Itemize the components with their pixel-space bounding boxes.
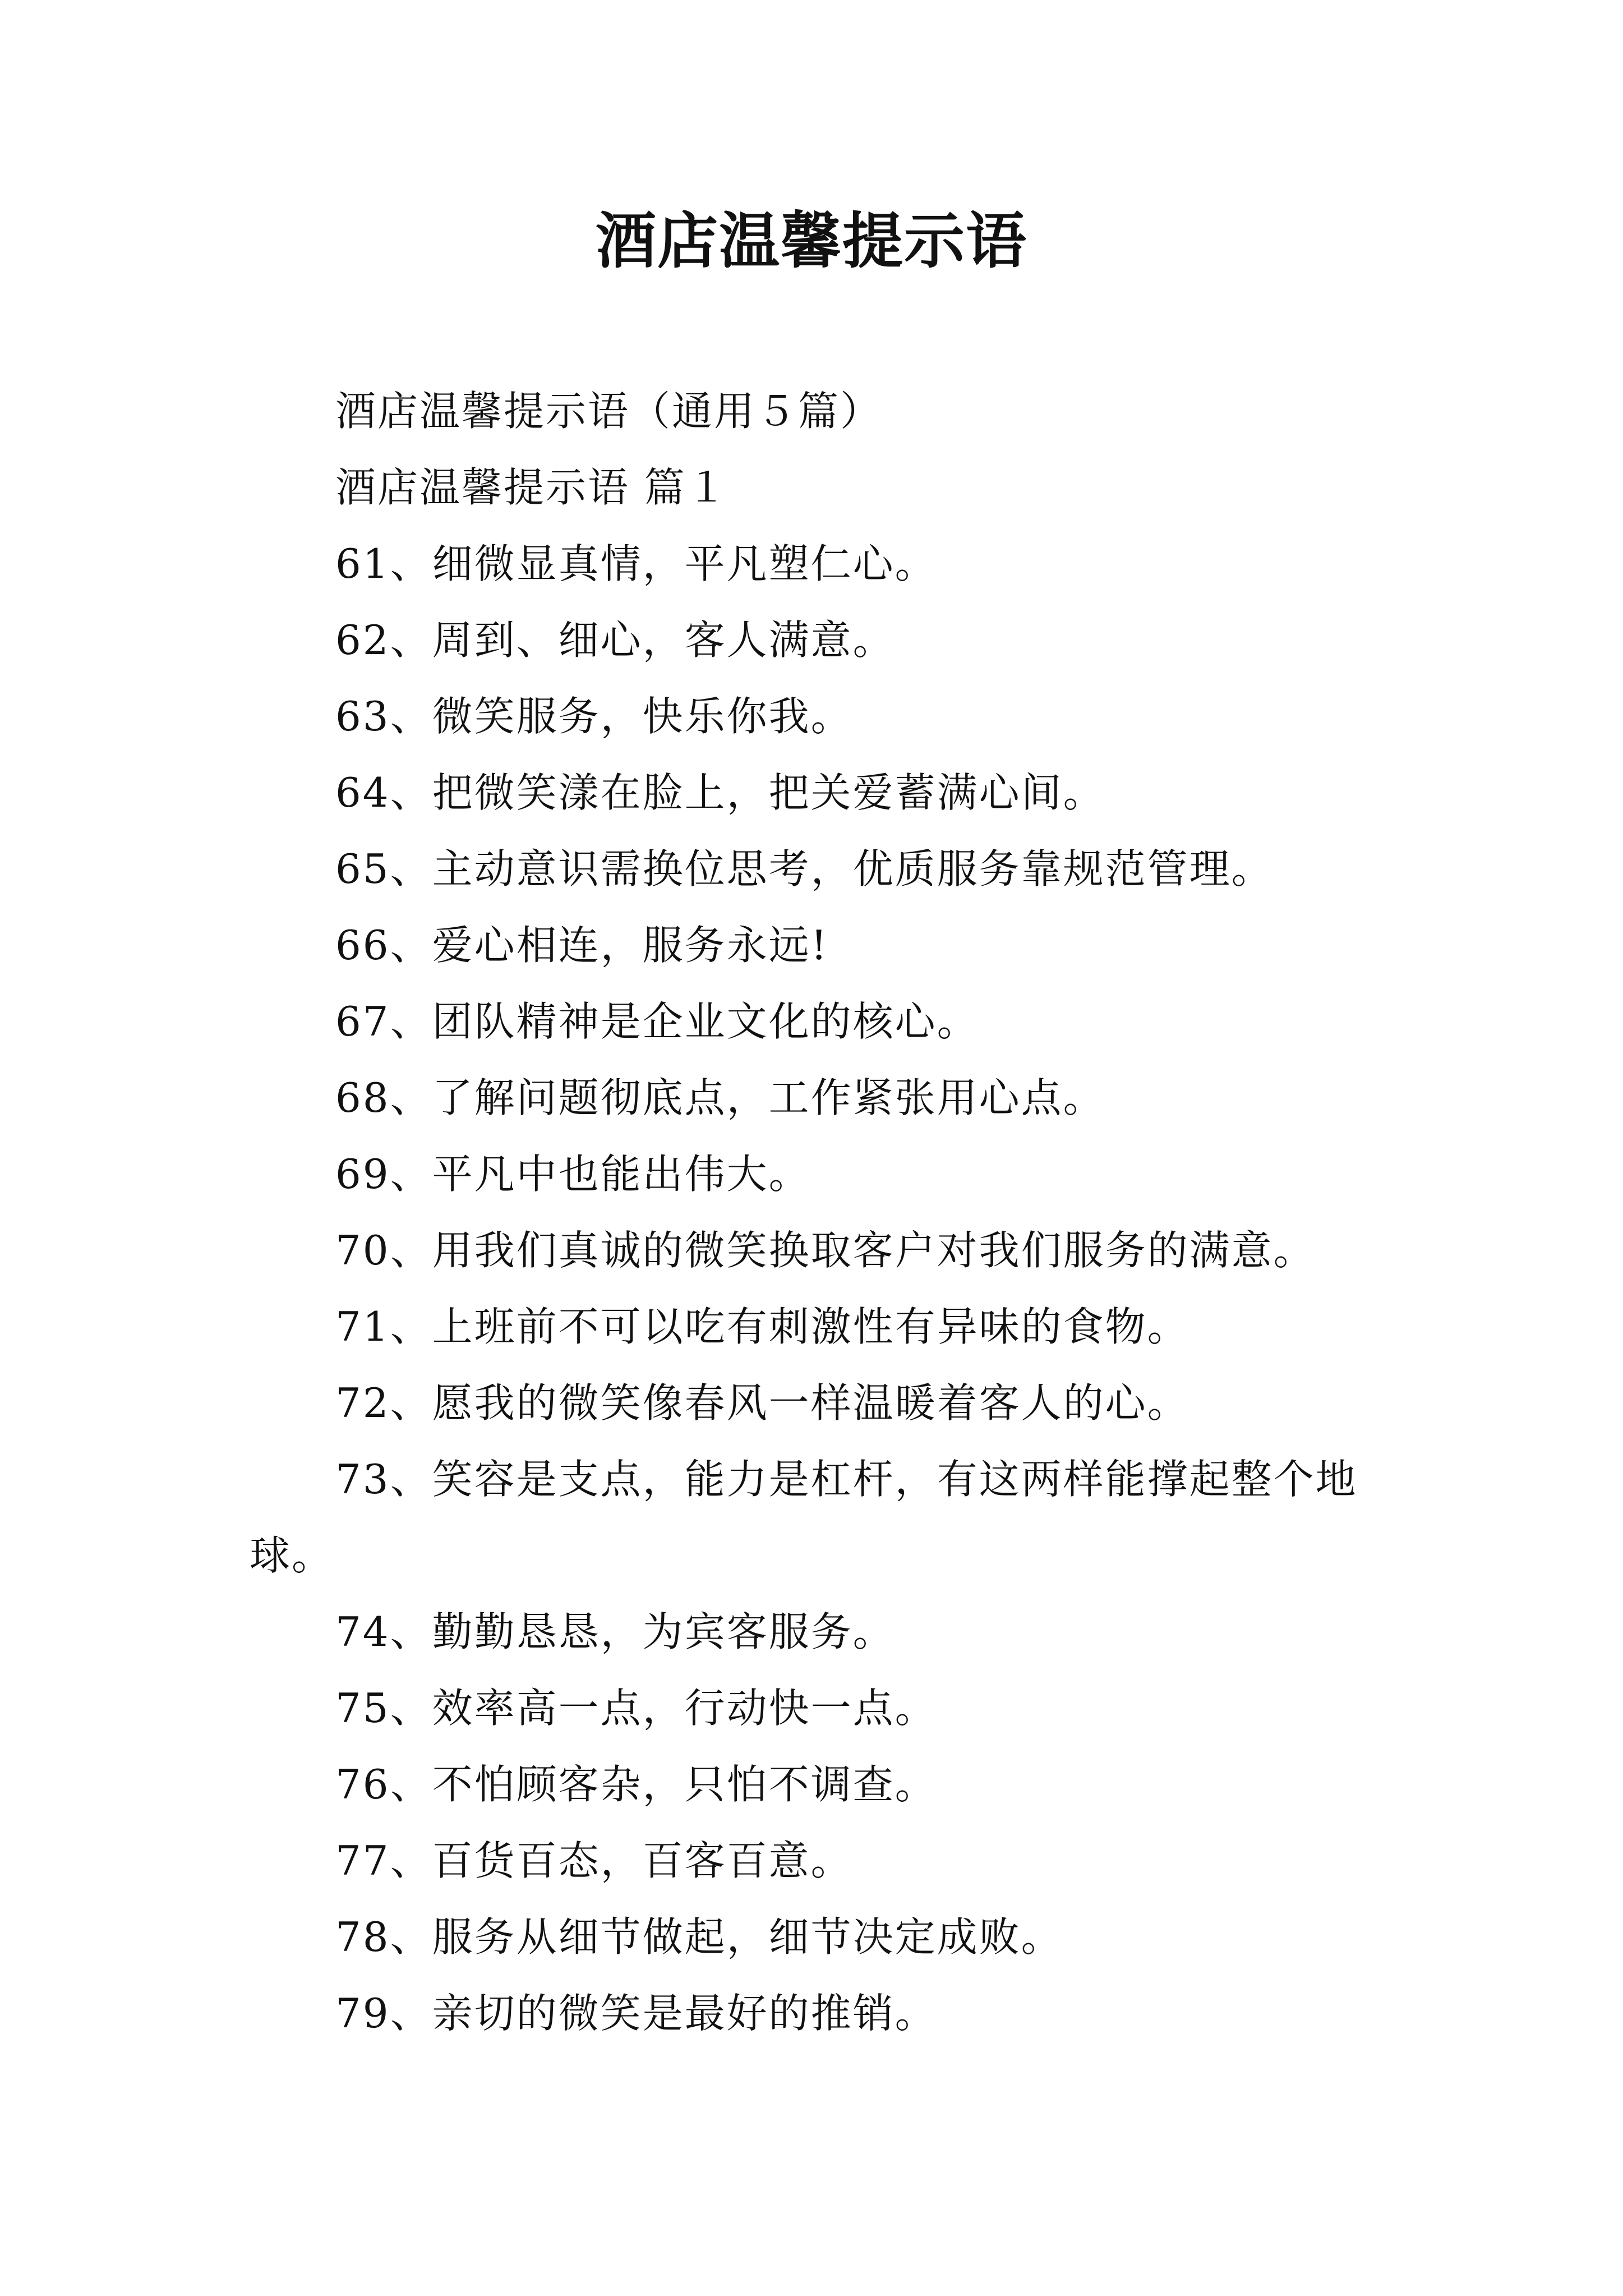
section-heading: 酒店温馨提示语 篇１ xyxy=(335,464,728,511)
tip-item-68: 68、了解问题彻底点，工作紧张用心点。 xyxy=(335,1074,1105,1121)
document-subtitle: 酒店温馨提示语（通用５篇） xyxy=(335,388,883,435)
tip-item-62: 62、周到、细心，客人满意。 xyxy=(335,616,895,664)
tip-item-72: 72、愿我的微笑像春风一样温暖着客人的心。 xyxy=(335,1379,1189,1427)
tip-item-69: 69、平凡中也能出伟大。 xyxy=(335,1151,811,1198)
tip-item-78: 78、服务从细节做起，细节决定成败。 xyxy=(335,1913,1063,1961)
tip-item-73: 73、笑容是支点，能力是杠杆，有这两样能撑起整个地球。 xyxy=(250,1456,1358,1579)
document-title: 酒店温馨提示语 xyxy=(595,206,1027,277)
tip-item-66: 66、爱心相连，服务永远! xyxy=(335,922,829,969)
tip-item-75: 75、效率高一点，行动快一点。 xyxy=(335,1685,937,1732)
tip-item-70: 70、用我们真诚的微笑换取客户对我们服务的满意。 xyxy=(335,1227,1316,1274)
tip-item-67: 67、团队精神是企业文化的核心。 xyxy=(335,998,979,1045)
tip-item-74: 74、勤勤恳恳，为宾客服务。 xyxy=(335,1608,895,1655)
tip-item-76: 76、不怕顾客杂，只怕不调查。 xyxy=(335,1761,937,1808)
tip-item-79: 79、亲切的微笑是最好的推销。 xyxy=(335,1990,937,2037)
tip-item-64: 64、把微笑漾在脸上，把关爱蓄满心间。 xyxy=(335,769,1105,816)
document-body xyxy=(250,373,1394,2051)
tip-item-65: 65、主动意识需换位思考，优质服务靠规范管理。 xyxy=(335,845,1274,892)
tip-item-61: 61、细微显真情，平凡塑仁心。 xyxy=(335,540,937,587)
tip-item-77: 77、百货百态，百客百意。 xyxy=(335,1837,853,1884)
tip-item-71: 71、上班前不可以吃有刺激性有异味的食物。 xyxy=(335,1303,1189,1350)
tip-item-63: 63、微笑服务，快乐你我。 xyxy=(335,693,853,740)
